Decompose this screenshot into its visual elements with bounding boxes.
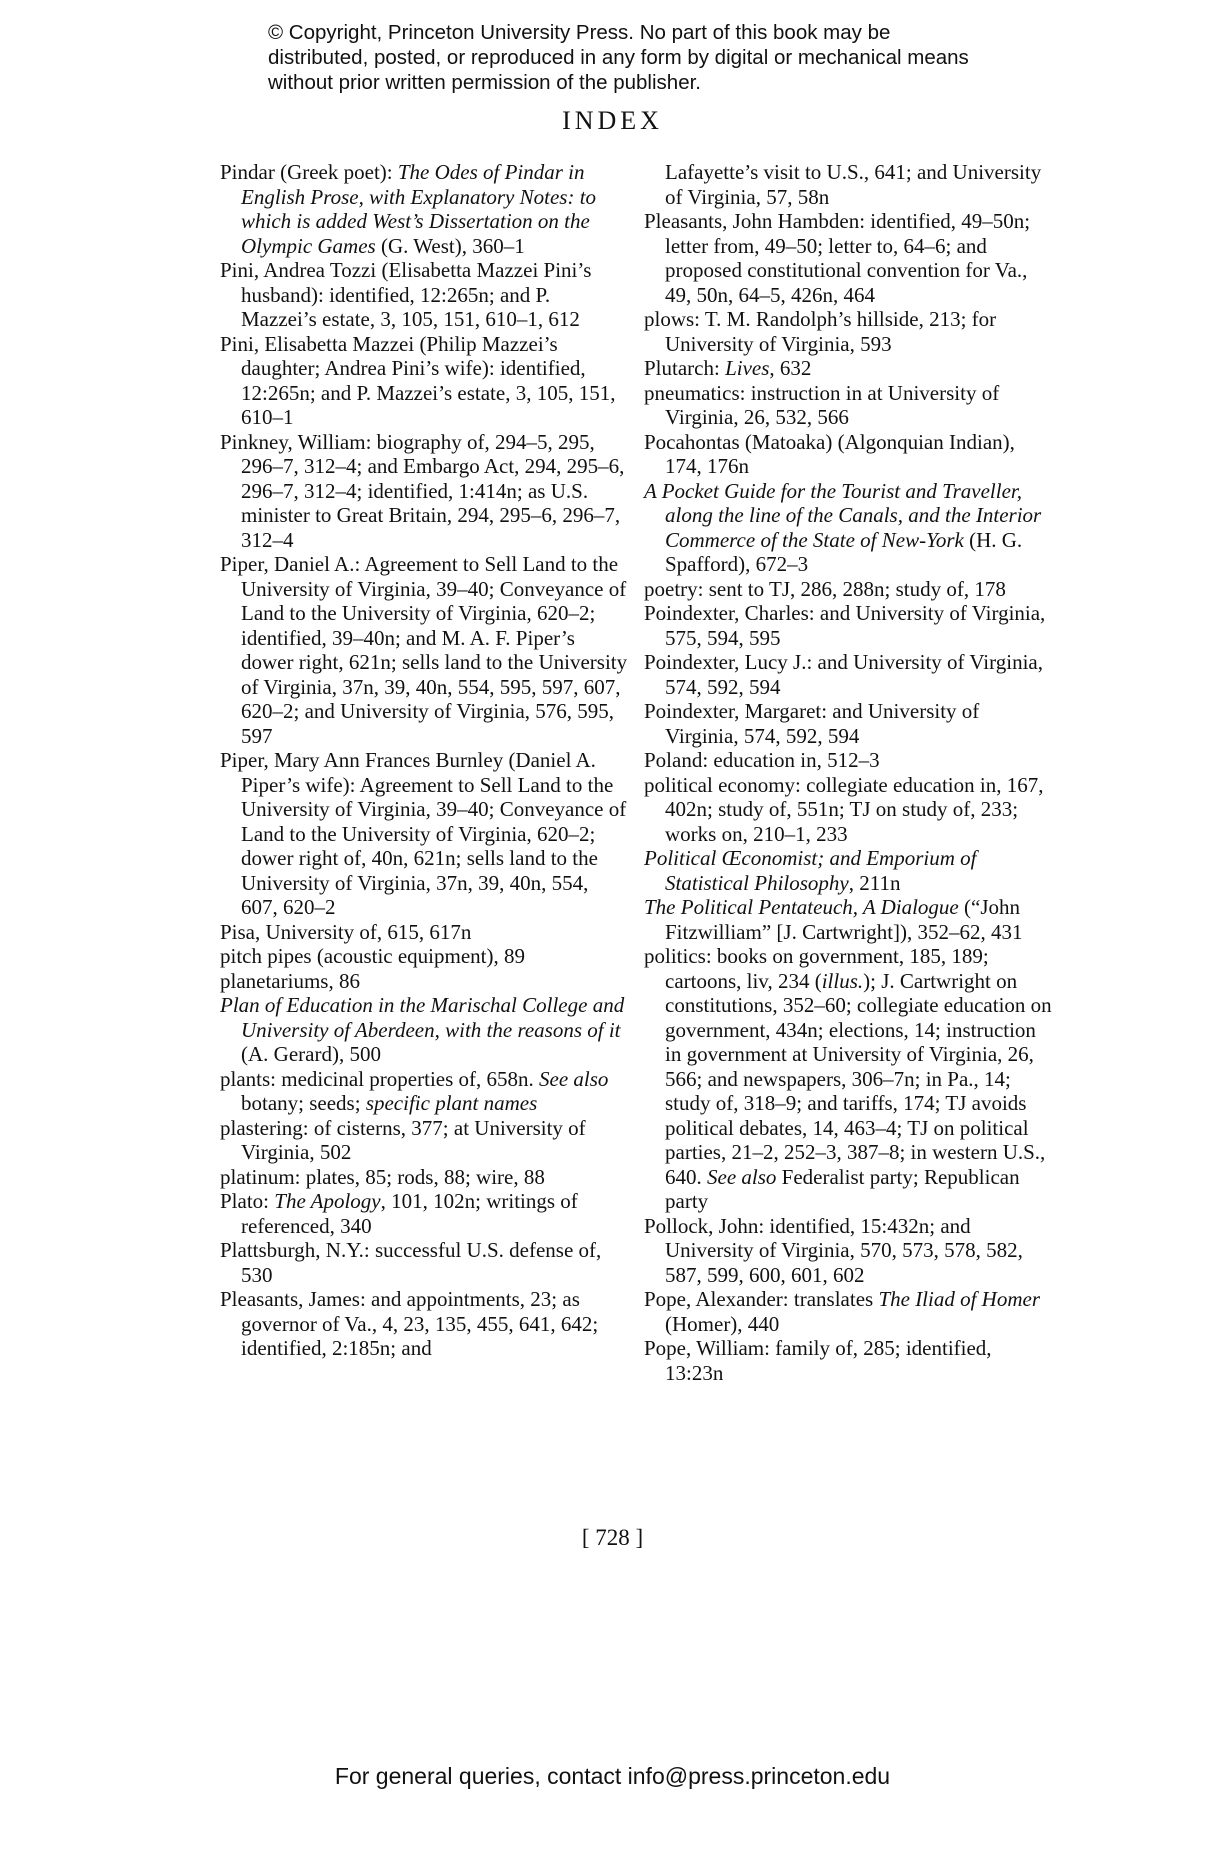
index-entry-text: Pope, William: family of, 285; identified, 13:23n [644, 1336, 992, 1385]
index-entry-italic-text: Political Œconomist; and Emporium of Statistical Philosophy [644, 846, 977, 895]
index-entry-text: (H. G. Spafford), 672–3 [665, 527, 1023, 576]
index-column-right [644, 160, 1054, 1385]
index-entry-italic-text: Plan of Education in the Marischal College and University of Aberdeen, with the reasons of it [220, 993, 625, 1042]
index-entry-text: plows: T. M. Randolph’s hillside, 213; for University of Virginia, 593 [644, 307, 997, 356]
index-entry [220, 920, 630, 945]
index-entry [220, 1287, 630, 1361]
page-number: [ 728 ] [581, 1525, 644, 1550]
index-entry-text: (“John Fitzwilliam” [J. Cartwright]), 352–62, 431 [665, 895, 1023, 944]
index-entry-text: (A. Gerard), 500 [241, 1042, 381, 1066]
index-entry [644, 699, 1054, 748]
index-entry-text: pitch pipes (acoustic equipment), 89 [220, 944, 526, 968]
index-entry [220, 552, 630, 748]
index-entry [644, 944, 1054, 1214]
index-entry-text: poetry: sent to TJ, 286, 288n; study of, 178 [644, 576, 1006, 601]
index-entry [220, 258, 630, 332]
index-entry-text: political economy: collegiate education in, 167, 402n; study of, 551n; TJ on study of, 233; works on, 210–1, 233 [644, 772, 1044, 846]
index-entry-text: Pini, Elisabetta Mazzei (Philip Mazzei’s daughter; Andrea Pini’s wife): identified, 12:265n; and P. Mazzei’s estate, 3, 105, 151, 610–1 [220, 331, 616, 429]
index-entry-text: Poindexter, Margaret: and University of Virginia, 574, 592, 594 [644, 699, 980, 748]
index-entry-text: Poindexter, Lucy J.: and University of Virginia, 574, 592, 594 [644, 650, 1043, 699]
index-entry [644, 601, 1054, 650]
index-entry-text: botany; seeds; [241, 1091, 366, 1115]
index-entry [644, 846, 1054, 895]
index-entry [644, 1336, 1054, 1385]
index-entry-italic-text: See also [539, 1066, 609, 1091]
index-entry [644, 1214, 1054, 1288]
contact-footer: For general queries, contact info@press.princeton.edu [334, 1763, 891, 1789]
index-column-left [220, 160, 630, 1361]
index-entry-text: Piper, Mary Ann Frances Burnley (Daniel A. Piper’s wife): Agreement to Sell Land to the University of Virginia, 39–40; Conveyance of Land to the University of Virginia, 620–2; dower right of, 40n, 621n; sells land to the University of Virginia, 37n, 39, 40n, 554, 607, 620–2 [220, 748, 627, 919]
index-entry-text: Pocahontas (Matoaka) (Algonquian Indian), 174, 176n [644, 429, 1015, 478]
index-entry-italic-text: illus. [821, 968, 864, 993]
index-entry-continuation [644, 160, 1054, 209]
index-entry-text: Poland: education in, 512–3 [644, 748, 880, 772]
index-entry [220, 748, 630, 920]
index-entry [220, 969, 630, 994]
index-entry-italic-text: A Pocket Guide for the Tourist and Traveller, along the line of the Canals, and the Interior Commerce of the State of New-York [644, 478, 1042, 552]
index-entry [220, 1238, 630, 1287]
index-entry-italic-text: The Iliad of Homer [878, 1287, 1041, 1311]
index-entry-text: pneumatics: instruction in at University of Virginia, 26, 532, 566 [644, 380, 1000, 429]
index-entry-text: , 632 [769, 356, 812, 380]
index-entry [644, 307, 1054, 356]
index-entry-text: Plutarch: [644, 356, 726, 380]
index-entry [220, 332, 630, 430]
index-entry-text: Piper, Daniel A.: Agreement to Sell Land to the University of Virginia, 39–40; Conveyance of Land to the University of Virginia, 620–2; identified, 39–40n; and M. A. F. Piper’s dower right, 621n; sells land to the University of Virginia, 37n, 39, 40n, 554, 595, 597, 607, 620–2; and University of Virginia, 576, 595, 597 [220, 552, 628, 748]
copyright-notice: © Copyright, Princeton University Press. No part of this book may be distributed, posted, or reproduced in any form by digital or mechanical means without prior written permission of the publisher. [268, 21, 969, 94]
index-entry-text: (G. West), 360–1 [375, 233, 525, 258]
index-entry-text: Plattsburgh, N.Y.: successful U.S. defense of, 530 [220, 1238, 602, 1287]
index-entry-text: Federalist party; Republican party [665, 1164, 1020, 1213]
index-entry-text: Pindar (Greek poet): [220, 160, 398, 184]
index-entry-text: ); J. Cartwright on constitutions, 352–60; collegiate education on government, 434n; elections, 14; instruction in government at University of Virginia, 26, 566; and newspapers, 306–7n; in Pa., 14; study of, 318–9; and tariffs, 174; TJ avoids political debates, 14, 463–4; TJ on political parties, 21–2, 252–3, 387–8; in western U.S., 640. [665, 968, 1052, 1189]
index-entry-italic-text: The Odes of Pindar in English Prose, with Explanatory Notes: to which is added West’s Dissertation on the Olympic Games [241, 160, 597, 258]
index-entry-text: planetariums, 86 [220, 968, 360, 993]
index-entry [644, 381, 1054, 430]
index-entry [220, 1067, 630, 1116]
index-entry-italic-text: The Apology [274, 1189, 381, 1213]
index-entry [644, 209, 1054, 307]
index-entry [220, 993, 630, 1067]
index-entry-text: Pollock, John: identified, 15:432n; and University of Virginia, 570, 573, 578, 582, 587, 599, 600, 601, 602 [644, 1213, 1023, 1287]
index-entry-text: Pope, Alexander: translates [644, 1287, 879, 1311]
index-entry-italic-text: Lives [725, 356, 770, 380]
page-heading: INDEX [562, 106, 663, 135]
index-entry [644, 1287, 1054, 1336]
index-entry-text: , 211n [848, 870, 901, 895]
index-entry-text: , 101, 102n; writings of referenced, 340 [241, 1189, 578, 1238]
index-entry-text: Pleasants, John Hambden: identified, 49–50n; letter from, 49–50; letter to, 64–6; and proposed constitutional convention for Va., 49, 50n, 64–5, 426n, 464 [644, 209, 1031, 307]
index-entry [220, 1189, 630, 1238]
index-entry [644, 356, 1054, 381]
index-entry-text: Pleasants, James: and appointments, 23; as governor of Va., 4, 23, 135, 455, 641, 642; identified, 2:185n; and [220, 1287, 599, 1360]
index-entry-text: plastering: of cisterns, 377; at University of Virginia, 502 [220, 1115, 586, 1164]
index-entry-italic-text: The Political Pentateuch, A Dialogue [644, 895, 959, 919]
index-entry [644, 773, 1054, 847]
index-entry [220, 1165, 630, 1190]
index-entry [644, 895, 1054, 944]
index-entry-text: plants: medicinal properties of, 658n. [220, 1066, 540, 1091]
index-entry-text: Pini, Andrea Tozzi (Elisabetta Mazzei Pini’s husband): identified, 12:265n; and P. Mazzei’s estate, 3, 105, 151, 610–1, 612 [220, 258, 592, 331]
index-entry-text: (Homer), 440 [665, 1311, 780, 1336]
index-entry-italic-text: specific plant names [365, 1091, 538, 1115]
index-entry [220, 160, 630, 258]
index-entry [220, 430, 630, 553]
index-entry-text: Pisa, University of, 615, 617n [220, 919, 472, 944]
index-entry [220, 944, 630, 969]
index-entry [644, 430, 1054, 479]
index-entry [220, 1116, 630, 1165]
index-entry [644, 479, 1054, 577]
index-entry-text: Plato: [220, 1189, 275, 1213]
index-entry [644, 748, 1054, 773]
index-entry-text: Poindexter, Charles: and University of Virginia, 575, 594, 595 [644, 601, 1046, 650]
index-entry-text: politics: books on government, 185, 189; cartoons, liv, 234 ( [644, 944, 989, 993]
index-entry [644, 577, 1054, 602]
index-entry-text: Lafayette’s visit to U.S., 641; and University of Virginia, 57, 58n [665, 160, 1042, 209]
index-entry-italic-text: See also [707, 1164, 777, 1189]
index-entry [644, 650, 1054, 699]
index-entry-text: Pinkney, William: biography of, 294–5, 295, 296–7, 312–4; and Embargo Act, 294, 295–6, 296–7, 312–4; identified, 1:414n; as U.S. minister to Great Britain, 294, 295–6, 296–7, 312–4 [220, 429, 625, 552]
index-entry-text: platinum: plates, 85; rods, 88; wire, 88 [220, 1164, 545, 1189]
